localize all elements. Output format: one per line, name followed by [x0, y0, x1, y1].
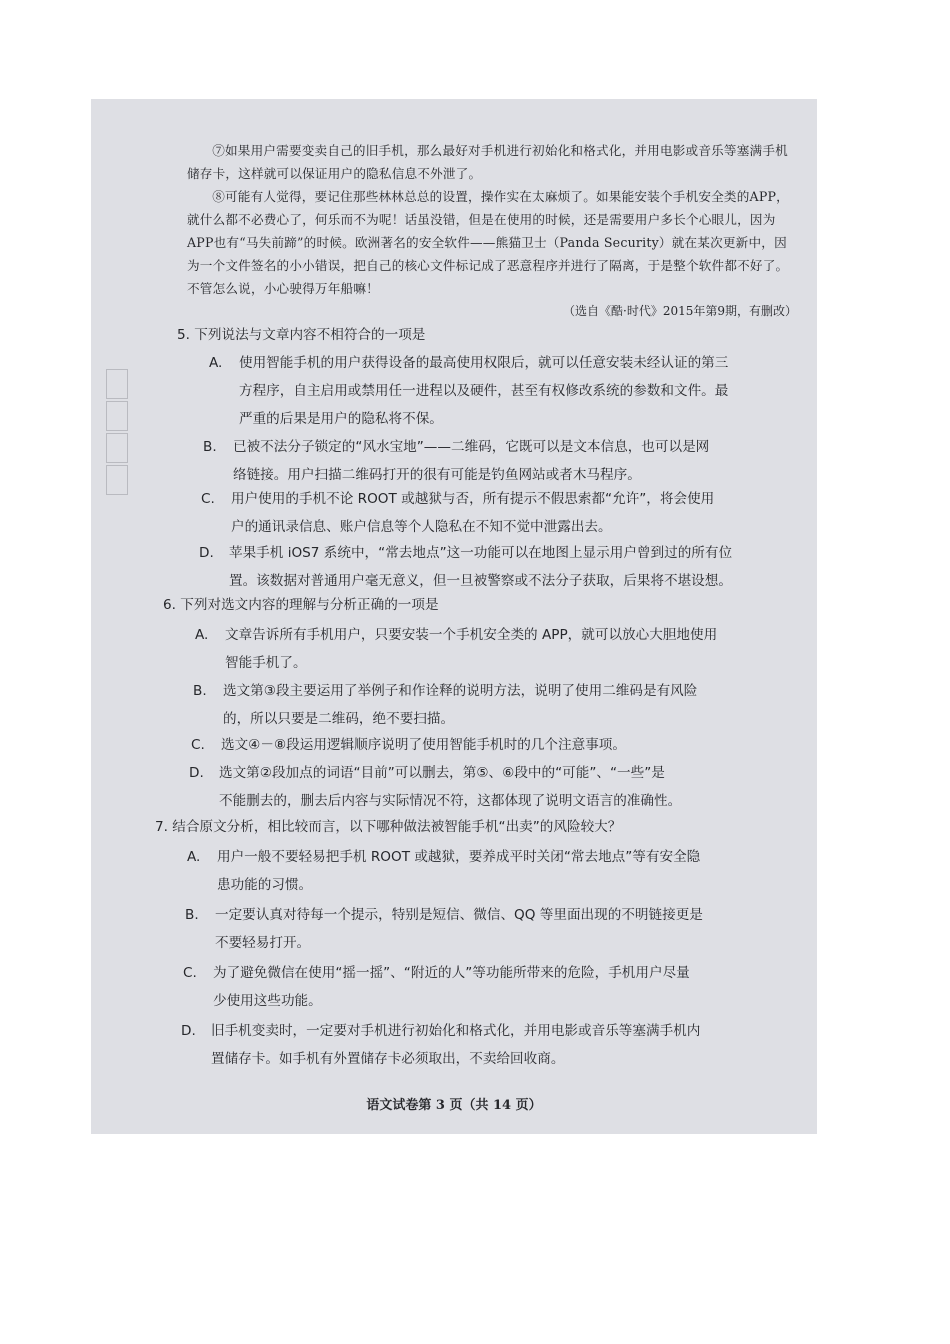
question-7-option-d	[181, 1017, 799, 1073]
option-letter: D.	[189, 765, 204, 781]
option-line: 使用智能手机的用户获得设备的最高使用权限后，就可以任意安装未经认证的第三	[239, 355, 729, 371]
passage-source: （选自《酷·时代》2015年第9期，有删改）	[563, 304, 797, 318]
question-6-option-b	[193, 677, 799, 733]
option-letter: C.	[201, 491, 215, 507]
option-letter: C.	[191, 737, 205, 753]
question-7-option-a	[187, 843, 799, 899]
question-6-stem: 6. 下列对选文内容的理解与分析正确的一项是	[163, 597, 439, 613]
option-line: 一定要认真对待每一个提示，特别是短信、微信、QQ 等里面出现的不明链接更是	[215, 907, 703, 923]
option-letter: D.	[199, 545, 214, 561]
question-6-option-d	[189, 759, 799, 815]
option-line: 不要轻易打开。	[215, 935, 311, 951]
option-letter: A.	[209, 355, 223, 371]
option-line: 已被不法分子锁定的“风水宝地”——二维码，它既可以是文本信息，也可以是网	[233, 439, 710, 455]
passage-text	[187, 139, 799, 300]
option-line: 患功能的习惯。	[217, 877, 313, 893]
question-5-option-b	[203, 433, 799, 489]
option-line: 置储存卡。如手机有外置储存卡必须取出，不卖给回收商。	[211, 1051, 565, 1067]
option-line: 选文④－⑧段运用逻辑顺序说明了使用智能手机时的几个注意事项。	[221, 737, 626, 753]
question-5-option-a	[209, 349, 799, 433]
question-7-option-b	[185, 901, 799, 957]
option-letter: B.	[203, 439, 217, 455]
question-5-stem: 5. 下列说法与文章内容不相符合的一项是	[177, 327, 426, 343]
option-line: 苹果手机 iOS7 系统中，“常去地点”这一功能可以在地图上显示用户曾到过的所有位	[229, 545, 733, 561]
option-line: 户的通讯录信息、账户信息等个人隐私在不知不觉中泄露出去。	[231, 519, 612, 535]
option-line: 选文第③段主要运用了举例子和作诠释的说明方法，说明了使用二维码是有风险	[223, 683, 698, 699]
option-letter: D.	[181, 1023, 196, 1039]
exam-page-photo	[91, 99, 817, 1134]
option-letter: C.	[183, 965, 197, 981]
option-line: 络链接。用户扫描二维码打开的很有可能是钓鱼网站或者木马程序。	[233, 467, 641, 483]
question-6-option-a	[195, 621, 799, 677]
option-line: 方程序，自主启用或禁用任一进程以及硬件，甚至有权修改系统的参数和文件。最	[239, 383, 729, 399]
option-letter: B.	[193, 683, 207, 699]
passage-paragraph-7: ⑦如果用户需要变卖自己的旧手机，那么最好对手机进行初始化和格式化，并用电影或音乐等塞满手机储存卡，这样就可以保证用户的隐私信息不外泄了。	[187, 143, 788, 181]
option-line: 严重的后果是用户的隐私将不保。	[239, 411, 443, 427]
option-line: 用户使用的手机不论 ROOT 或越狱与否，所有提示不假思索都“允许”，将会使用	[231, 491, 715, 507]
question-5-option-d	[199, 539, 799, 595]
option-letter: B.	[185, 907, 199, 923]
option-line: 旧手机变卖时，一定要对手机进行初始化和格式化，并用电影或音乐等塞满手机内	[211, 1023, 701, 1039]
option-line: 少使用这些功能。	[213, 993, 322, 1009]
question-6-option-c	[191, 731, 799, 759]
option-line: 置。该数据对普通用户毫无意义，但一旦被警察或不法分子获取，后果将不堪设想。	[229, 573, 732, 589]
option-line: 用户一般不要轻易把手机 ROOT 或越狱，要养成平时关闭“常去地点”等有安全隐	[217, 849, 701, 865]
option-line: 选文第②段加点的词语“目前”可以删去，第⑤、⑥段中的“可能”、“一些”是	[219, 765, 665, 781]
question-5-option-c	[201, 485, 799, 541]
page-footer: 语文试卷第 3 页（共 14 页）	[366, 1098, 542, 1113]
option-line: 文章告诉所有手机用户，只要安装一个手机安全类的 APP，就可以放心大胆地使用	[225, 627, 718, 643]
option-letter: A.	[195, 627, 209, 643]
question-7-option-c	[183, 959, 799, 1015]
option-letter: A.	[187, 849, 201, 865]
passage-paragraph-8: ⑧可能有人觉得，要记住那些林林总总的设置，操作实在太麻烦了。如果能安装个手机安全类的APP，就什么都不必费心了，何乐而不为呢！话虽没错，但是在使用的时候，还是需要用户多长个心眼儿，因为APP也有“马失前蹄”的时候。欧洲著名的安全软件——熊猫卫士（Panda Security）就在某次更新中，因为一个文件签名的小小错误，把自己的核心文件标记成了恶意程序并进行了隔离，于是整个软件都不好了。不管怎么说，小心驶得万年船嘛！	[187, 189, 789, 296]
option-line: 智能手机了。	[225, 655, 307, 671]
option-line: 的，所以只要是二维码，绝不要扫描。	[223, 711, 455, 727]
option-line: 不能删去的，删去后内容与实际情况不符，这都体现了说明文语言的准确性。	[219, 793, 682, 809]
question-7-stem: 7. 结合原文分析，相比较而言，以下哪种做法被智能手机“出卖”的风险较大？	[155, 819, 622, 835]
option-line: 为了避免微信在使用“摇一摇”、“附近的人”等功能所带来的危险，手机用户尽量	[213, 965, 690, 981]
binding-margin-boxes	[106, 369, 126, 497]
